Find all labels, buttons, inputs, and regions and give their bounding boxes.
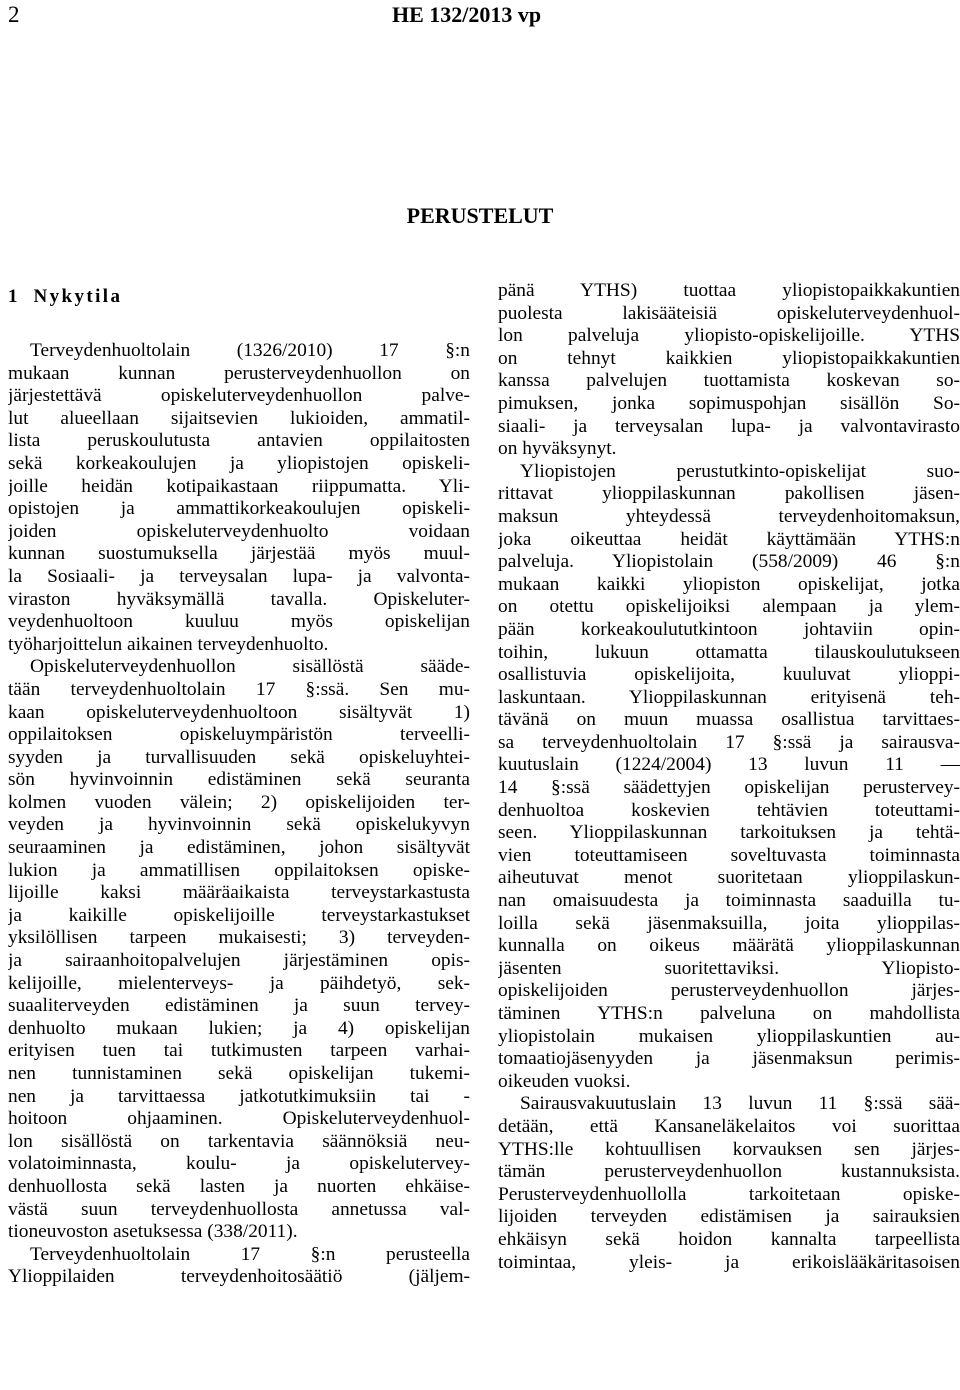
section-number: 1 (8, 286, 18, 307)
text-line: maksun yhteydessä terveydenhoitomaksun, (498, 505, 960, 527)
text-line: rittavat ylioppilaskunnan pakollisen jäsen- (498, 483, 960, 505)
text-line: oppilaitoksen opiskeluympäristön terveelli- (8, 724, 470, 746)
left-column (8, 280, 470, 1289)
text-line: lon palveluja yliopisto-opiskelijoille. YTHS (498, 325, 960, 347)
text-line: tävänä on muun muassa osallistua tarvittaes- (498, 709, 960, 731)
section-heading (8, 280, 470, 314)
text-line: suaaliterveyden edistäminen ja suun tervey- (8, 995, 470, 1017)
page-header (0, 0, 960, 36)
text-line: sekä korkeakoulujen ja yliopistojen opiskeli- (8, 452, 470, 474)
text-line: lista peruskoulutusta antavien oppilaitosten (8, 430, 470, 452)
text-line: on tehnyt kaikkien yliopistopaikkakuntien (498, 347, 960, 369)
text-line: siaali- ja terveysalan lupa- ja valvontavirasto (498, 415, 960, 437)
text-line: yksilöllisen tarpeen mukaisesti; 3) terveyden- (8, 927, 470, 949)
text-line: viraston hyväksymällä tavalla. Opiskeluter- (8, 588, 470, 610)
text-line: YTHS:lle kohtuullisen korvauksen sen järjes- (498, 1138, 960, 1160)
text-line: on hyväksynyt. (498, 438, 617, 460)
text-line: detään, että Kansaneläkelaitos voi suorittaa (498, 1115, 960, 1137)
text-line: tämän perusterveydenhuollon kustannuksista. (498, 1161, 960, 1183)
text-line: lijoiden terveyden edistämisen ja sairauksien (498, 1206, 960, 1228)
text-line: pänä YTHS) tuottaa yliopistopaikkakuntien (498, 280, 960, 301)
text-line: aiheutuvat menot suoritetaan ylioppilaskun- (498, 867, 960, 889)
text-line: kolmen vuoden välein; 2) opiskelijoiden ter- (8, 791, 470, 813)
text-line: pään korkeakoulututkintoon johtaviin opin- (498, 618, 960, 640)
text-line: hoitoon ohjaaminen. Opiskeluterveydenhuol- (8, 1108, 470, 1130)
text-line: ehkäisyn sekä hoidon kannalta tarpeellista (498, 1228, 960, 1250)
text-line: jäsenten suoritettaviksi. Yliopisto- (498, 957, 960, 979)
text-line: sa terveydenhuoltolain 17 §:ssä ja sairausva- (498, 731, 960, 753)
text-line: lukion ja ammatillisen oppilaitoksen opiske- (8, 859, 470, 881)
text-line: Sairausvakuutuslain 13 luvun 11 §:ssä sää- (520, 1093, 960, 1115)
text-line: Terveydenhuoltolain 17 §:n perusteella (30, 1243, 470, 1265)
text-line: ja kaikille opiskelijoille terveystarkastukset (8, 904, 470, 926)
text-line: vien toteuttamiseen soveltuvasta toiminnasta (498, 844, 960, 866)
document-id: HE 132/2013 vp (392, 2, 542, 27)
text-line: loilla sekä jäsenmaksuilla, joita ylioppilas- (498, 912, 960, 934)
text-line: veyden ja hyvinvoinnin sekä opiskelukyvyn (8, 814, 470, 836)
text-line: opistojen ja ammattikorkeakoulujen opiskeli- (8, 498, 470, 520)
text-line: toimintaa, yleis- ja erikoislääkäritasoisen (498, 1251, 960, 1273)
text-line: täminen YTHS:n palveluna on mahdollista (498, 1003, 960, 1024)
right-column (498, 280, 960, 1274)
text-line: Ylioppilaiden terveydenhoitosäätiö (jäljem- (8, 1266, 470, 1288)
text-line: mukaan kunnan perusterveydenhuollon on (8, 362, 470, 384)
text-line: nen tunnistaminen sekä opiskelijan tukemi- (8, 1063, 470, 1084)
text-line: la Sosiaali- ja terveysalan lupa- ja valvonta- (8, 565, 470, 587)
text-line: joka oikeuttaa heidät käyttämään YTHS:n (498, 528, 960, 550)
text-line: erityisen tuen tai tutkimusten tarpeen varhai- (8, 1040, 470, 1062)
text-line: kanssa palvelujen tuottamista koskevan so- (498, 370, 960, 392)
text-line: kunnan suostumuksella järjestää myös muul- (8, 543, 470, 565)
text-line: opiskelijoiden perusterveydenhuollon järjes- (498, 980, 960, 1002)
text-line: Opiskeluterveydenhuollon sisällöstä sääde- (30, 656, 470, 678)
text-line: joiden opiskeluterveydenhuolto voidaan (8, 520, 470, 542)
text-line: volatoiminnasta, koulu- ja opiskelutervey- (8, 1153, 470, 1175)
text-line: Yliopistojen perustutkinto-opiskelijat suo- (520, 460, 960, 482)
text-line: kunnalla on oikeus määrätä ylioppilaskunnan (498, 935, 960, 957)
text-line: 14 §:ssä säädettyjen opiskelijan perustervey- (498, 777, 960, 799)
text-line: lon sisällöstä on tarkentavia säännöksiä neu- (8, 1130, 470, 1152)
text-line: Terveydenhuoltolain (1326/2010) 17 §:n (30, 340, 470, 361)
text-line: pimuksen, jonka sopimuspohjan sisällön So- (498, 392, 960, 414)
text-line: tään terveydenhuoltolain 17 §:ssä. Sen mu- (8, 678, 470, 700)
text-line: Perusterveydenhuollolla tarkoitetaan opiske- (498, 1183, 960, 1205)
text-line: kelijoille, mielenterveys- ja päihdetyö, sek- (8, 972, 470, 994)
text-line: tomaatiojäsenyyden ja jäsenmaksun perimis- (498, 1048, 960, 1070)
text-line: västä suun terveydenhuollosta annetussa val- (8, 1198, 470, 1220)
text-line: järjestettävä opiskeluterveydenhuollon palve- (8, 385, 470, 407)
text-line: toihin, lukuun ottamatta tilauskoulutukseen (498, 641, 960, 663)
text-line: kuutuslain (1224/2004) 13 luvun 11 — (498, 754, 960, 776)
text-line: osallistuvia opiskelijoita, kuuluvat ylioppi- (498, 664, 960, 686)
section-title: Nykytila (33, 286, 123, 307)
text-line: nan omaisuudesta ja toiminnasta saaduilla tu- (498, 890, 960, 912)
text-line: syyden ja turvallisuuden sekä opiskeluyhtei- (8, 746, 470, 768)
text-line: puolesta lakisääteisiä opiskeluterveydenhuol- (498, 302, 960, 324)
text-line: laskuntaan. Ylioppilaskunnan erityisenä teh- (498, 686, 960, 708)
text-line: denhuollosta sekä lasten ja nuorten ehkäise- (8, 1175, 470, 1197)
page-number: 2 (8, 2, 20, 27)
text-line: oikeuden vuoksi. (498, 1070, 631, 1092)
text-line: kaan opiskeluterveydenhuoltoon sisältyvät 1) (8, 701, 470, 723)
text-line: yliopistolain mukaisen ylioppilaskuntien au- (498, 1025, 960, 1047)
text-line: veydenhuoltoon kuuluu myös opiskelijan (8, 611, 470, 633)
text-line: denhuolto mukaan lukien; ja 4) opiskelijan (8, 1017, 470, 1039)
text-line: seuraaminen ja edistäminen, johon sisältyvät (8, 837, 470, 859)
text-line: nen ja tarvittaessa jatkotutkimuksiin tai - (8, 1085, 470, 1107)
main-heading: PERUSTELUT (406, 203, 554, 228)
text-line: mukaan kaikki yliopiston opiskelijat, jotka (498, 573, 960, 595)
text-line: lijoille kaksi määräaikaista terveystarkastusta (8, 882, 470, 904)
text-line: denhuoltoa koskevien tehtävien toteuttami- (498, 799, 960, 821)
text-line: työharjoittelun aikainen terveydenhuolto. (8, 633, 329, 655)
text-line: seen. Ylioppilaskunnan tarkoituksen ja tehtä- (498, 822, 960, 844)
text-line: sön hyvinvoinnin edistäminen sekä seuranta (8, 769, 470, 791)
text-line: palveluja. Yliopistolain (558/2009) 46 §:n (498, 551, 960, 573)
text-line: joille heidän kotipaikastaan riippumatta. Yli- (8, 475, 470, 497)
text-line: on otettu opiskelijoiksi alempaan ja ylem- (498, 596, 960, 618)
text-line: ja sairaanhoitopalvelujen järjestäminen opis- (8, 950, 470, 972)
text-line: lut alueellaan sijaitsevien lukioiden, ammatil- (8, 407, 470, 429)
text-line: tioneuvoston asetuksessa (338/2011). (8, 1221, 298, 1243)
